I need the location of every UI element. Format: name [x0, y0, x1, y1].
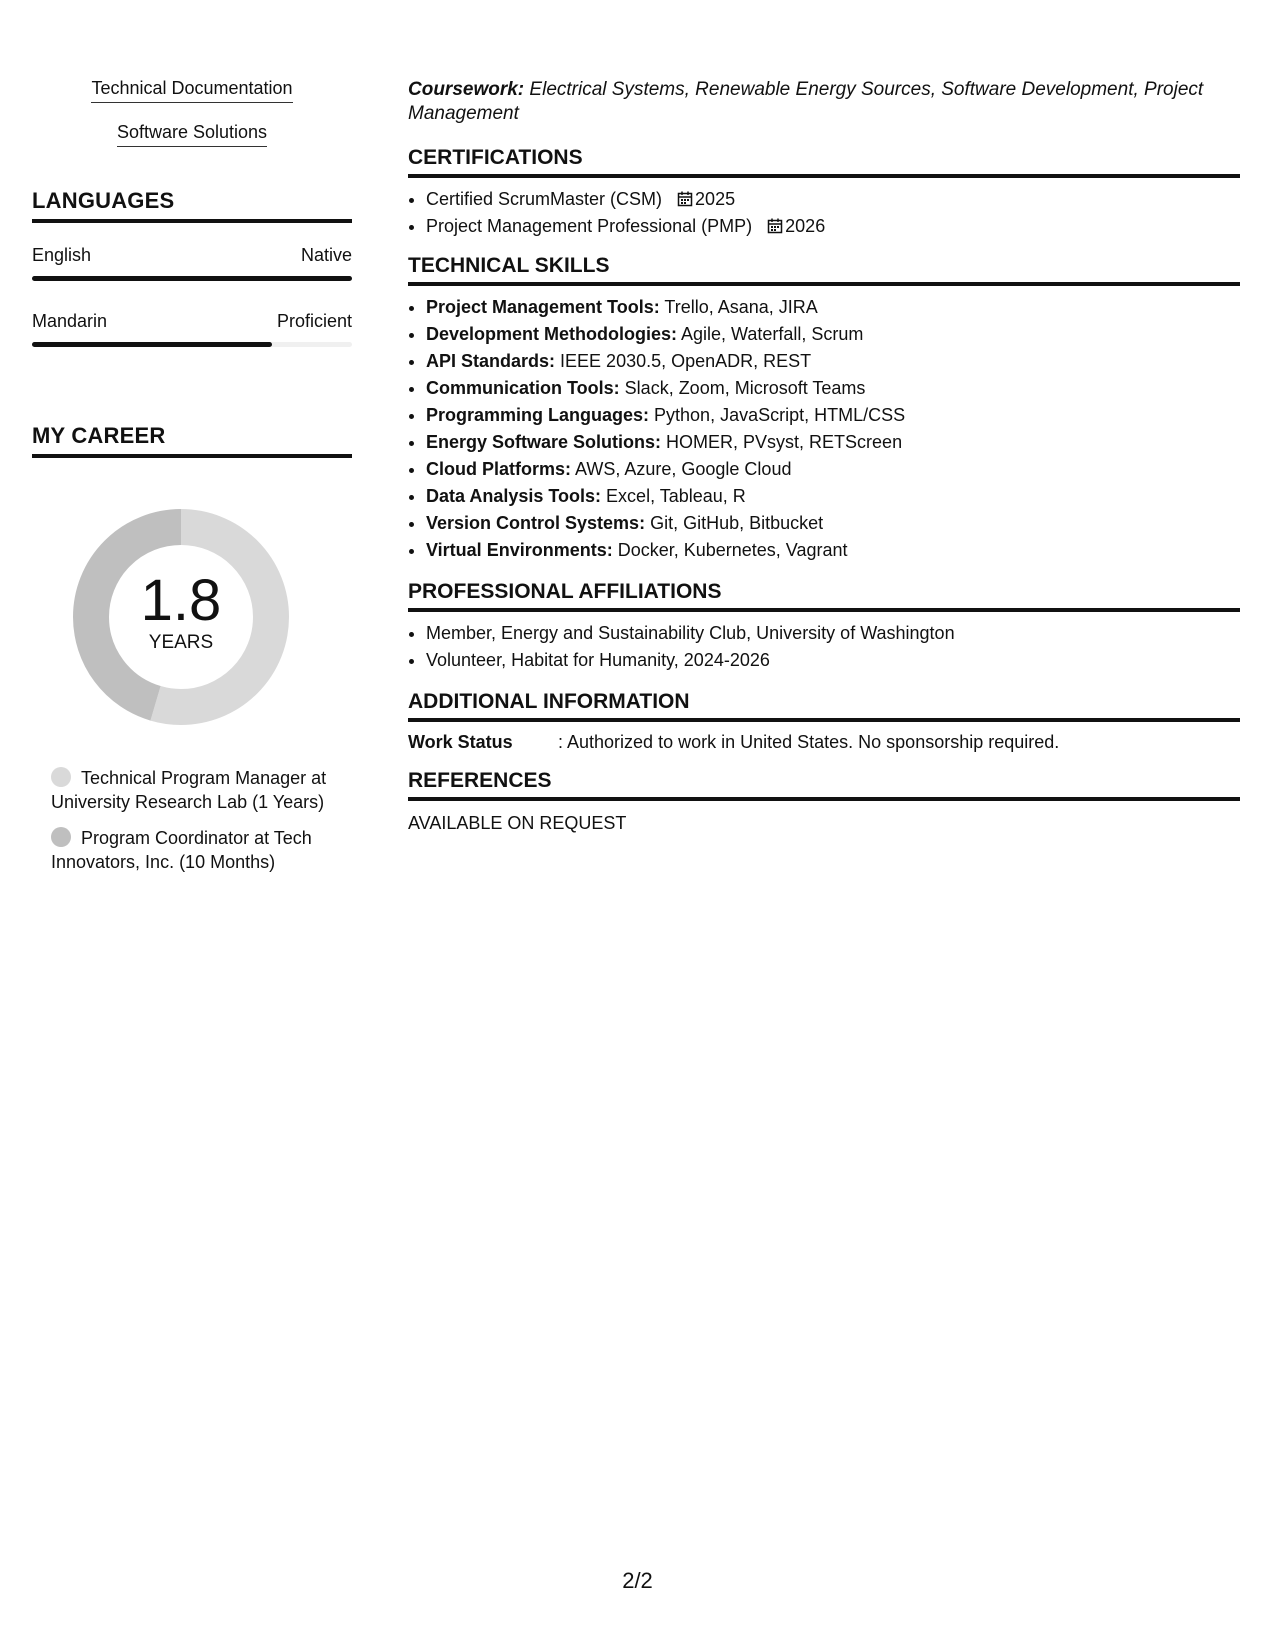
- skill-item: [426, 483, 1240, 510]
- career-total-value: 1.8: [140, 568, 222, 633]
- skill-value: IEEE 2030.5, OpenADR, REST: [555, 351, 812, 371]
- affiliation-item: • Member, Energy and Sustainability Club, University of Washington: [426, 620, 1240, 647]
- references-text: AVAILABLE ON REQUEST: [408, 813, 627, 833]
- page-number: 2/2: [622, 1568, 653, 1593]
- references-section: [408, 769, 1240, 834]
- skill-item: [426, 375, 1240, 402]
- skill-value: Docker, Kubernetes, Vagrant: [612, 540, 848, 560]
- career-legend-label: Program Coordinator at Tech Innovators, Inc. (10 Months): [51, 828, 312, 872]
- additional-info-section: [408, 690, 1240, 753]
- legend-dot-icon: [51, 827, 71, 847]
- language-item: [32, 245, 352, 281]
- skill-value: Excel, Tableau, R: [601, 486, 746, 506]
- language-bar-fill: [32, 342, 272, 347]
- skill-item: [426, 348, 1240, 375]
- skill-item: [426, 429, 1240, 456]
- certification-year: 2026: [785, 216, 826, 236]
- career-legend: [51, 766, 331, 874]
- affiliation-item: • Volunteer, Habitat for Humanity, 2024-2026: [426, 647, 1240, 674]
- skill-label: Data Analysis Tools:: [426, 486, 602, 506]
- certification-item: [426, 213, 1240, 240]
- language-bar: [32, 276, 352, 281]
- career-section: [32, 423, 352, 874]
- calendar-icon: [767, 218, 783, 234]
- skill-item: [426, 402, 1240, 429]
- skill-label: Cloud Platforms:: [426, 459, 572, 479]
- language-bar: [32, 342, 352, 347]
- skill-label: Programming Languages:: [426, 405, 650, 425]
- skill-item: [426, 537, 1240, 564]
- career-legend-label: Technical Program Manager at University Research Lab (1 Years): [51, 768, 327, 812]
- technical-skills-title: TECHNICAL SKILLS: [408, 254, 1240, 286]
- affiliations-section: [408, 580, 1240, 674]
- certification-item: [426, 186, 1240, 213]
- skill-item: [426, 510, 1240, 537]
- career-legend-item: [51, 826, 331, 874]
- work-status-value: : Authorized to work in United States. No sponsorship required.: [558, 732, 1060, 752]
- affiliations-title: PROFESSIONAL AFFILIATIONS: [408, 580, 1240, 612]
- skill-value: Python, JavaScript, HTML/CSS: [649, 405, 906, 425]
- skill-tags: [32, 78, 352, 166]
- work-status-label: Work Status: [408, 732, 513, 752]
- language-bar-fill: [32, 276, 352, 281]
- left-column: [32, 78, 352, 886]
- career-donut-chart: [66, 502, 296, 732]
- skill-value: AWS, Azure, Google Cloud: [571, 459, 792, 479]
- skill-value: Git, GitHub, Bitbucket: [645, 513, 824, 533]
- skill-label: Communication Tools:: [426, 378, 620, 398]
- certifications-title: CERTIFICATIONS: [408, 146, 1240, 178]
- skill-value: Agile, Waterfall, Scrum: [677, 324, 864, 344]
- technical-skills-list: [408, 294, 1240, 564]
- language-level: Native: [300, 245, 352, 265]
- technical-skills-section: [408, 254, 1240, 564]
- legend-dot-icon: [51, 767, 71, 787]
- certification-name: Project Management Professional (PMP): [426, 216, 753, 236]
- skill-item: [426, 321, 1240, 348]
- skill-tag: Software Solutions: [117, 122, 267, 147]
- skill-label: API Standards:: [426, 351, 556, 371]
- certifications-list: [408, 186, 1240, 240]
- coursework-label: Coursework:: [408, 79, 525, 100]
- references-title: REFERENCES: [408, 769, 1240, 801]
- language-name: Mandarin: [32, 311, 108, 331]
- additional-info-title: ADDITIONAL INFORMATION: [408, 690, 1240, 722]
- language-item: [32, 311, 352, 347]
- work-status-row: [408, 732, 1240, 753]
- career-title: MY CAREER: [32, 423, 352, 458]
- skill-label: Project Management Tools:: [426, 297, 660, 317]
- skill-label: Version Control Systems:: [426, 513, 646, 533]
- skill-label: Virtual Environments:: [426, 540, 613, 560]
- career-total-unit: YEARS: [148, 632, 214, 653]
- language-name: English: [32, 245, 92, 265]
- skill-value: Slack, Zoom, Microsoft Teams: [619, 378, 866, 398]
- coursework: [408, 78, 1240, 126]
- coursework-text: Electrical Systems, Renewable Energy Sources, Software Development, Project Management: [408, 79, 1204, 124]
- skill-tag: Technical Documentation: [91, 78, 292, 103]
- certification-year: 2025: [695, 189, 736, 209]
- skill-value: Trello, Asana, JIRA: [659, 297, 818, 317]
- skill-label: Energy Software Solutions:: [426, 432, 662, 452]
- skill-value: HOMER, PVsyst, RETScreen: [661, 432, 903, 452]
- right-column: [408, 78, 1240, 834]
- skill-item: [426, 456, 1240, 483]
- career-total: [66, 568, 296, 654]
- certification-name: Certified ScrumMaster (CSM): [426, 189, 663, 209]
- career-legend-item: [51, 766, 331, 814]
- skill-label: Development Methodologies:: [426, 324, 678, 344]
- language-level: Proficient: [276, 311, 352, 331]
- calendar-icon: [677, 191, 693, 207]
- certifications-section: [408, 146, 1240, 240]
- affiliations-list: [408, 620, 1240, 674]
- skill-item: [426, 294, 1240, 321]
- languages-section: [32, 188, 352, 347]
- languages-title: LANGUAGES: [32, 188, 352, 223]
